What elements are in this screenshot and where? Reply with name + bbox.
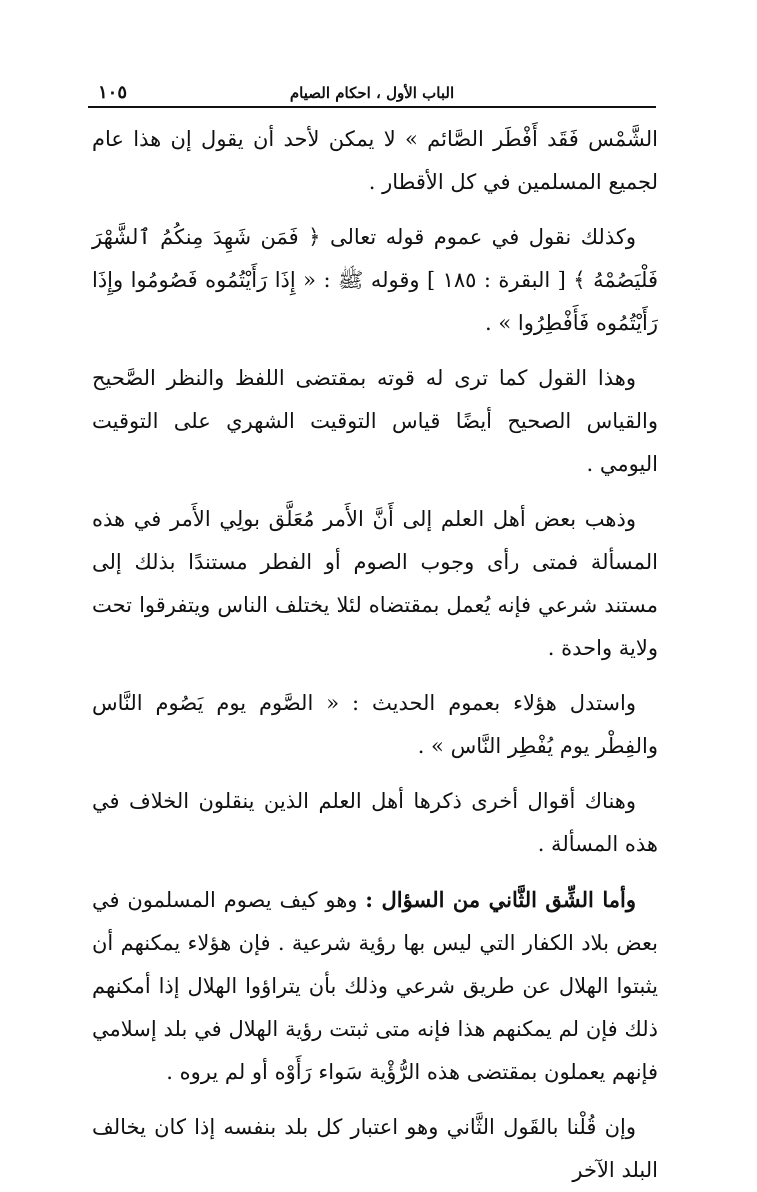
paragraph-7-text: وهو كيف يصوم المسلمون في بعض بلاد الكفار التي ليس بها رؤية شرعية . فإن هؤلاء يمكنهم أن يثبتوا الهلال عن طريق شرعي وذلك بأن يتراؤوا الهلال إذا أمكنهم ذلك فإن لم يمكنهم هذا فإنه متى ثبتت رؤية الهلال في بلد إسلامي فإنهم يعملون بمقتضى هذه الرُّؤْية سَواء رَأَوْه أو لم يروه . — [92, 888, 658, 1084]
paragraph-2: وكذلك نقول في عموم قوله تعالى ﴿ فَمَن شَهِدَ مِنكُمُ ٱلشَّهْرَ فَلْيَصُمْهُ ﴾ [ البقرة : ١٨٥ ] وقوله ﷺ : « إِذَا رَأَيْتُمُوه فَصُومُوا وإِذَا رَأَيْتُمُوه فَأَفْطِرُوا » . — [92, 225, 659, 335]
running-title: الباب الأول ، احكام الصيام — [289, 84, 455, 102]
paragraph-5: واستدل هؤلاء بعموم الحديث : « الصَّوم يوم يَصُوم النَّاس والفِطْر يوم يُفْطِر النَّاس » . — [92, 691, 658, 758]
header-rule — [88, 106, 656, 108]
section-lead: وأما الشِّق الثَّاني من السؤال : — [365, 887, 636, 912]
paragraph-4: وذهب بعض أهل العلم إلى أَنَّ الأَمر مُعَلَّق بولِي الأَمر في هذه المسألة فمتى رأى وجوب الصوم أو الفطر مستندًا بذلك إلى مستند شرعي فإنه يُعمل بمقتضاه لئلا يختلف الناس ويتفرقوا تحت ولاية واحدة . — [92, 507, 658, 660]
paragraph-6: وهناك أقوال أخرى ذكرها أهل العلم الذين ينقلون الخلاف في هذه المسألة . — [92, 789, 658, 856]
running-header — [88, 82, 656, 104]
paragraph-1: الشَّمْس فَقَد أَفْطَر الصَّائم » لا يمكن لأحد أن يقول إن هذا عام لجميع المسلمين في كل الأقطار . — [92, 127, 658, 194]
page-number: ١٠٥ — [98, 82, 128, 103]
paragraph-7 — [92, 878, 658, 1094]
paragraph-8: وإن قُلْنا بالقَول الثَّاني وهو اعتبار كل بلد بنفسه إذا كان يخالف البلد الآخر — [92, 1115, 658, 1182]
paragraph-3: وهذا القول كما ترى له قوته بمقتضى اللفظ والنظر الصَّحيح والقياس الصحيح أيضًا قياس التوقيت الشهري على التوقيت اليومي . — [92, 366, 658, 476]
body-text — [92, 118, 658, 1192]
